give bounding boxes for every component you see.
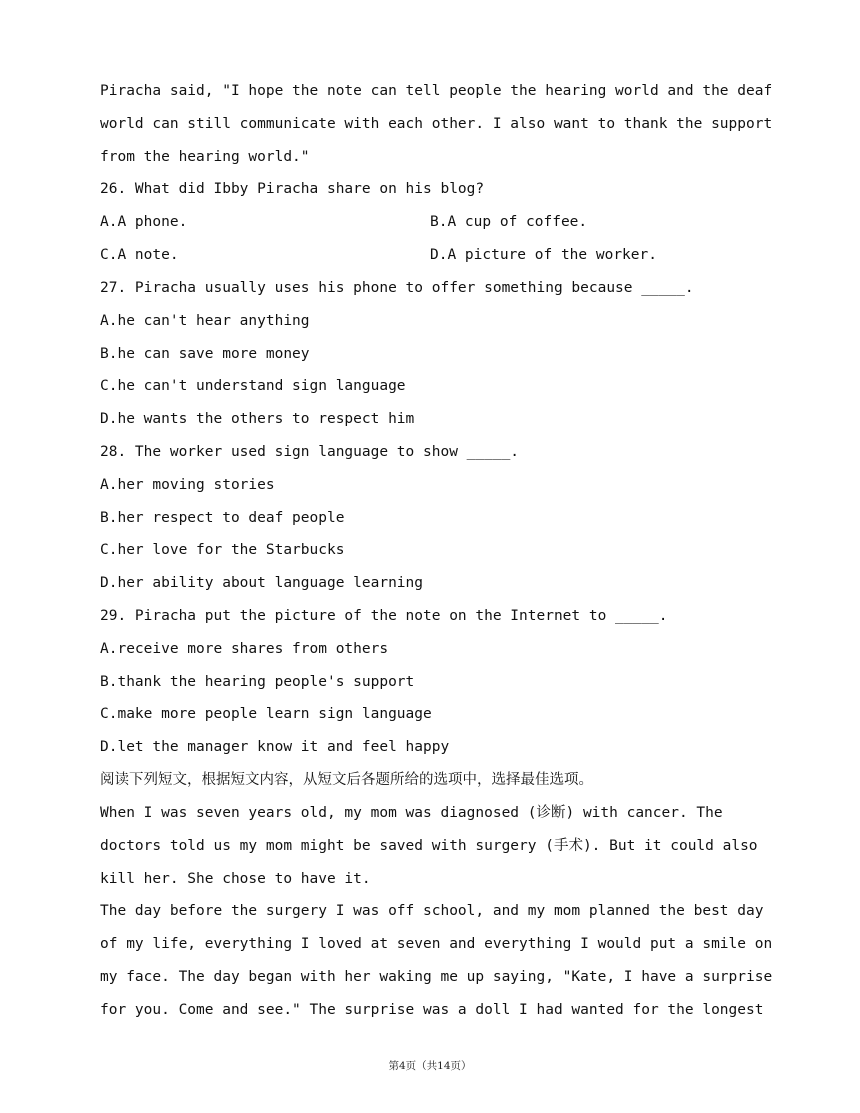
question-26-option-b: B.A cup of coffee.: [430, 214, 588, 230]
question-27-option-b: B.he can save more money: [100, 346, 310, 362]
question-27-stem: 27. Piracha usually uses his phone to offer something because _____.: [100, 280, 694, 296]
question-29-option-a: A.receive more shares from others: [100, 641, 389, 657]
question-26-stem: 26. What did Ibby Piracha share on his blog?: [100, 181, 485, 197]
passage2-line: doctors told us my mom might be saved with surgery (手术). But it could also: [100, 838, 758, 854]
question-28-stem: 28. The worker used sign language to show _____.: [100, 444, 520, 460]
question-26-option-d: D.A picture of the worker.: [430, 247, 657, 263]
question-27-option-a: A.he can't hear anything: [100, 313, 310, 329]
question-28-option-d: D.her ability about language learning: [100, 575, 424, 591]
passage1-line: from the hearing world.": [100, 149, 310, 165]
question-29-option-c: C.make more people learn sign language: [100, 706, 432, 722]
question-26-option-a: A.A phone.: [100, 214, 188, 230]
question-28-option-a: A.her moving stories: [100, 477, 275, 493]
question-28-option-c: C.her love for the Starbucks: [100, 542, 345, 558]
passage2-line: of my life, everything I loved at seven and everything I would put a smile on: [100, 936, 773, 952]
question-28-option-b: B.her respect to deaf people: [100, 510, 345, 526]
passage1-line: world can still communicate with each other. I also want to thank the support: [100, 116, 773, 132]
question-27-option-d: D.he wants the others to respect him: [100, 411, 415, 427]
passage2-line: When I was seven years old, my mom was diagnosed (诊断) with cancer. The: [100, 805, 723, 821]
passage1-line: Piracha said, "I hope the note can tell people the hearing world and the deaf: [100, 83, 773, 99]
passage2-line: kill her. She chose to have it.: [100, 871, 371, 887]
passage2-line: for you. Come and see." The surprise was a doll I had wanted for the longest: [100, 1002, 764, 1018]
passage2-line: my face. The day began with her waking me up saying, "Kate, I have a surprise: [100, 969, 773, 985]
passage2-line: The day before the surgery I was off school, and my mom planned the best day: [100, 903, 764, 919]
section-instruction: 阅读下列短文，根据短文内容，从短文后各题所给的选项中，选择最佳选项。: [100, 772, 593, 788]
question-29-option-b: B.thank the hearing people's support: [100, 674, 415, 690]
question-27-option-c: C.he can't understand sign language: [100, 378, 406, 394]
question-29-option-d: D.let the manager know it and feel happy: [100, 739, 450, 755]
page-footer: 第4页（共14页）: [388, 1060, 472, 1072]
question-26-option-c: C.A note.: [100, 247, 179, 263]
question-29-stem: 29. Piracha put the picture of the note on the Internet to _____.: [100, 608, 668, 624]
